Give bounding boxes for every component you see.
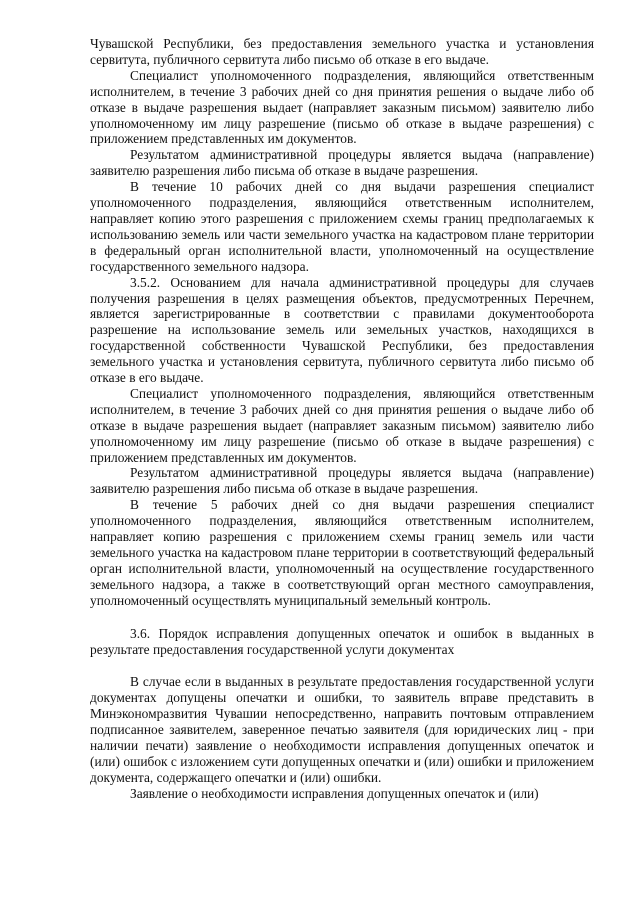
paragraph: В течение 5 рабочих дней со дня выдачи разрешения специалист уполномоченного подразделения, являющийся ответственным исполнителем, направляет копию разрешения с приложением схемы границ земель или части земельного участка на кадастровом плане территории в соответствующий федеральный орган исполнительной власти, уполномоченный на осуществление государственного земельного надзора, а также в соответствующий орган местного самоуправления, уполномоченный осуществлять муниципальный земельный контроль. [90, 497, 594, 608]
paragraph-3-5-2: 3.5.2. Основанием для начала административной процедуры для случаев получения разрешения в целях размещения объектов, предусмотренных Перечнем, является зарегистрированные в соответствии с правилами документооборота разрешение на использование земель или земельных участков, находящихся в государственной собственности Чувашской Республики, без предоставления земельного участка и установления сервитута, публичного сервитута либо письмо об отказе в его выдаче. [90, 274, 594, 386]
paragraph-continuation: Чувашской Республики, без предоставления земельного участка и установления сервитута, публичного сервитута либо письмо об отказе в его выдаче. [90, 36, 594, 67]
paragraph: Заявление о необходимости исправления допущенных опечаток и (или) [130, 785, 539, 801]
document-page [90, 36, 594, 802]
paragraph: В случае если в выданных в результате предоставления государственной услуги документах допущены опечатки и ошибки, то заявитель вправе представить в Минэкономразвития Чувашии непосредственно, направить почтовым отправлением подписанное заявителем, заверенное печатью заявителя (для юридических лиц - при наличии печати) заявление о необходимости исправления допущенных опечаток и (или) ошибок с изложением сути допущенных опечатки и (или) ошибки и приложением документа, содержащего опечатки и (или) ошибки. [90, 674, 594, 785]
paragraph: Специалист уполномоченного подразделения, являющийся ответственным исполнителем, в течение 3 рабочих дней со дня принятия решения о выдаче либо об отказе в выдаче разрешения выдает (направляет заказным письмом) заявителю либо уполномоченному им лицу разрешение (письмо об отказе в выдаче разрешения) с приложением представленных им документов. [90, 385, 594, 465]
paragraph: Результатом административной процедуры является выдача (направление) заявителю разрешения либо письма об отказе в выдаче разрешения. [90, 465, 594, 497]
section-heading-3-6: 3.6. Порядок исправления допущенных опечаток и ошибок в выданных в результате предоставления государственной услуги документах [90, 625, 594, 657]
paragraph: В течение 10 рабочих дней со дня выдачи разрешения специалист уполномоченного подразделения, являющийся ответственным исполнителем, направляет копию этого разрешения с приложением схемы границ предполагаемых к использованию земель или части земельного участка на кадастровом плане территории в федеральный орган исполнительной власти, уполномоченный на осуществление государственного земельного надзора. [90, 179, 594, 274]
paragraph: Специалист уполномоченного подразделения, являющийся ответственным исполнителем, в течение 3 рабочих дней со дня принятия решения о выдаче либо об отказе в выдаче разрешения выдает (направляет заказным письмом) заявителю либо уполномоченному им лицу разрешение (письмо об отказе в выдаче разрешения) с приложением представленных им документов. [90, 67, 594, 147]
paragraph: Результатом административной процедуры является выдача (направление) заявителю разрешения либо письма об отказе в выдаче разрешения. [90, 147, 594, 179]
